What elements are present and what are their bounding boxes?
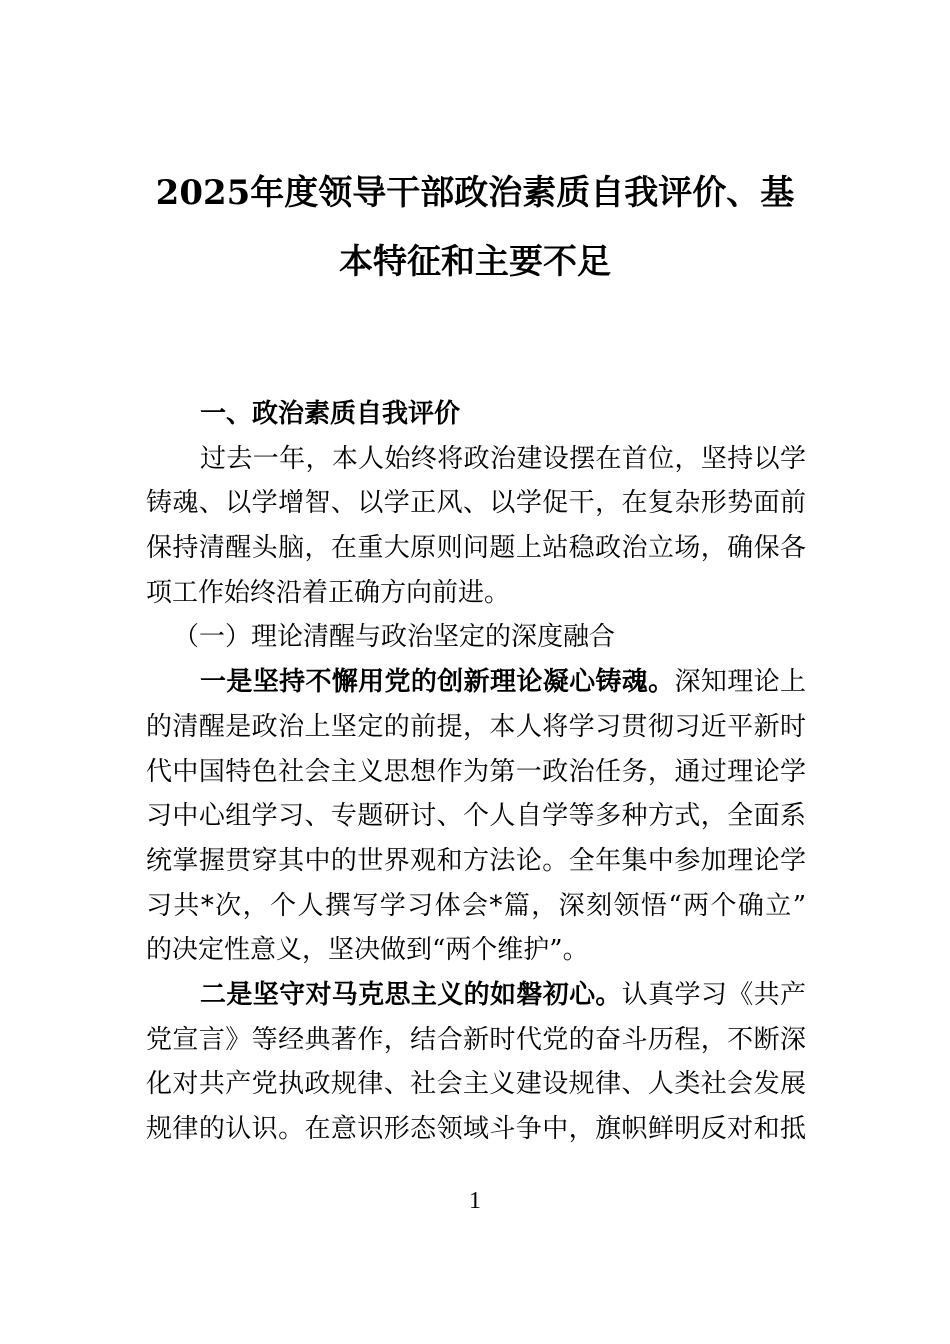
page-number: 1 (469, 1188, 481, 1214)
document-body (146, 392, 806, 1152)
paragraph-line: 保持清醒头脑，在重大原则问题上站稳政治立场，确保各 (146, 533, 806, 564)
paragraph-line: 的决定性意义，坚决做到“两个维护”。 (146, 935, 589, 966)
document-title-line-1: 2025年度领导干部政治素质自我评价、基 (155, 173, 795, 213)
paragraph-line: 党宣言》等经典著作，结合新时代党的奋斗历程，不断深 (146, 1024, 806, 1055)
paragraph-line: 的清醒是政治上坚定的前提，本人将学习贯彻习近平新时 (146, 711, 806, 742)
paragraph-line: 化对共产党执政规律、社会主义建设规律、人类社会发展 (146, 1069, 806, 1100)
paragraph-line: 过去一年，本人始终将政治建设摆在首位，坚持以学 (200, 443, 806, 474)
paragraph-line: 习共*次，个人撰写学习体会*篇，深刻领悟“两个确立” (146, 890, 806, 921)
paragraph-line: 习中心组学习、专题研讨、个人自学等多种方式，全面系 (146, 801, 806, 832)
bold-lead: 二是坚守对马克思主义的如磐初心。 (200, 979, 622, 1010)
paragraph-text: 深知理论上 (674, 667, 806, 698)
paragraph-line: 项工作始终沿着正确方向前进。 (146, 577, 511, 608)
section-heading: 一、政治素质自我评价 (200, 399, 461, 429)
paragraph-line: 统掌握贯穿其中的世界观和方法论。全年集中参加理论学 (146, 845, 806, 876)
bold-lead: 一是坚持不懈用党的创新理论凝心铸魂。 (200, 667, 675, 698)
paragraph-line (146, 973, 806, 1018)
paragraph-line (146, 660, 806, 705)
paragraph-line: 铸魂、以学增智、以学正风、以学促干，在复杂形势面前 (146, 488, 806, 519)
paragraph-line: 规律的认识。在意识形态领域斗争中，旗帜鲜明反对和抵 (146, 1114, 806, 1144)
paragraph-text: 认真学习《共产 (621, 979, 806, 1010)
document-title-line-2: 本特征和主要不足 (339, 242, 611, 282)
paragraph-line: 代中国特色社会主义思想作为第一政治任务，通过理论学 (146, 756, 806, 787)
subsection-heading: （一）理论清醒与政治坚定的深度融合 (173, 622, 616, 653)
